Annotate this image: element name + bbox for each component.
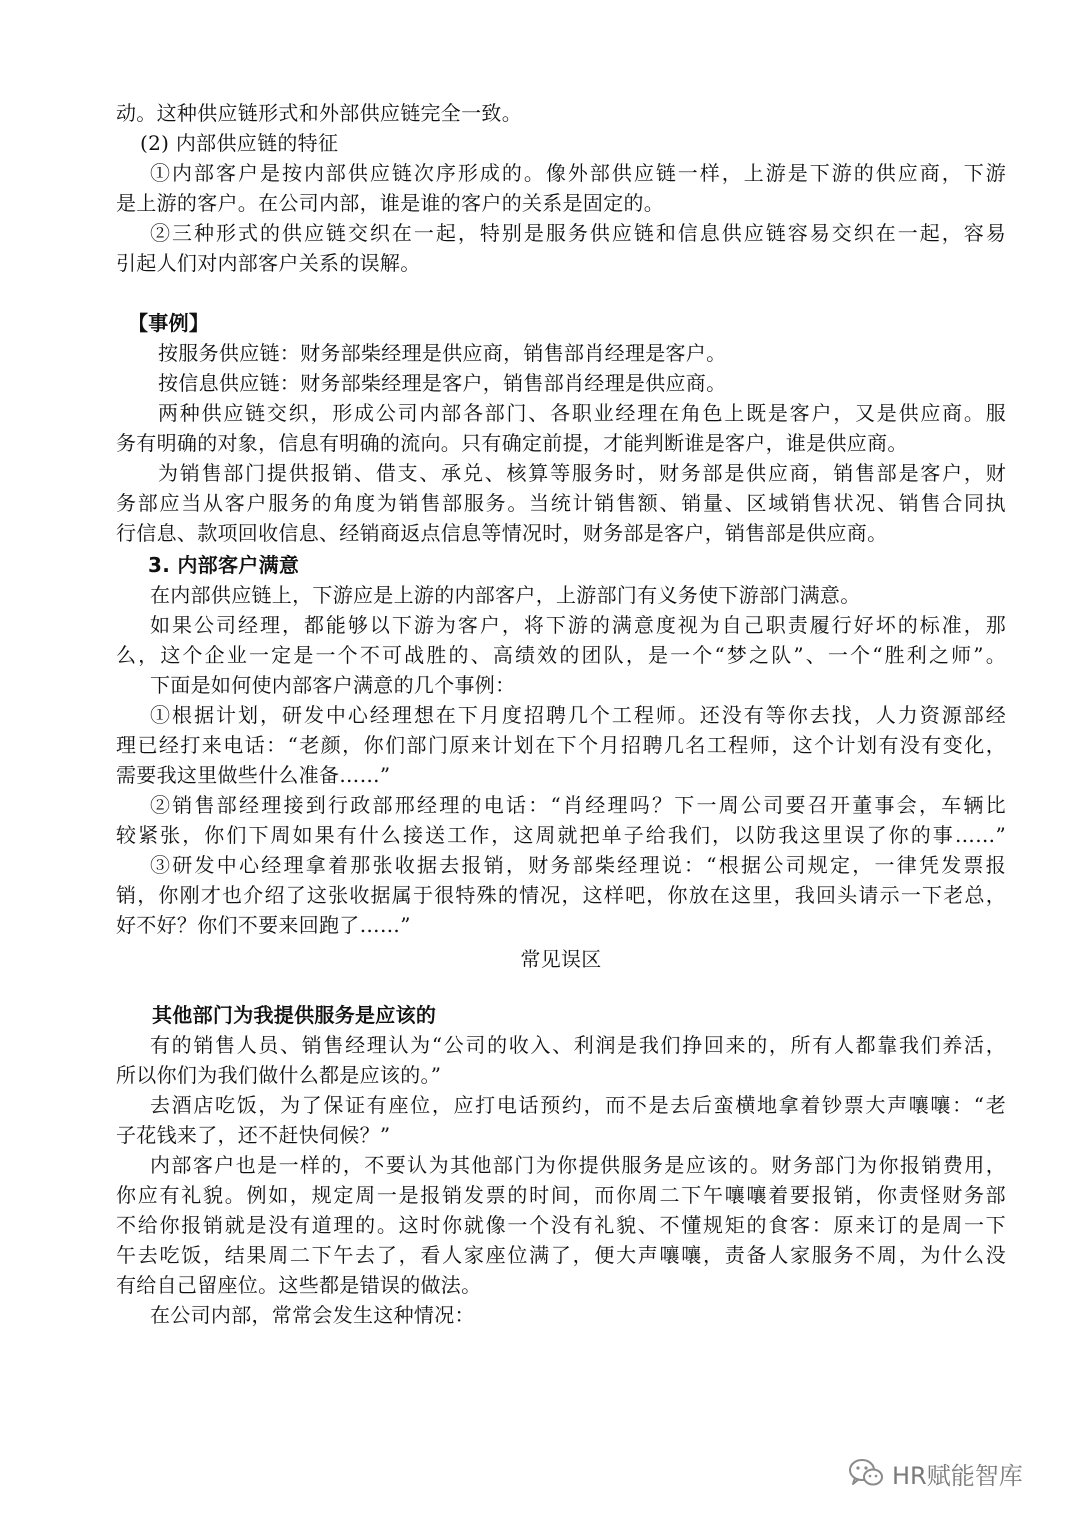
paragraph-line: 好不好？你们不要来回跑了……” — [116, 913, 411, 937]
paragraph-line: 销，你刚才也介绍了这张收据属于很特殊的情况，这样吧，你放在这里，我回头请示一下老总， — [116, 883, 1006, 907]
example-heading: 【事例】 — [128, 311, 210, 335]
paragraph-line: 有给自己留座位。这些都是错误的做法。 — [116, 1273, 482, 1297]
paragraph-line: 为销售部门提供报销、借支、承兑、核算等服务时，财务部是供应商，销售部是客户，财 — [158, 461, 1006, 485]
watermark — [848, 1453, 1023, 1493]
section-heading: 3. 内部客户满意 — [148, 553, 300, 577]
paragraph-line: 按服务供应链：财务部柴经理是供应商，销售部肖经理是客户。 — [158, 341, 727, 365]
paragraph-line: 需要我这里做些什么准备……” — [116, 763, 391, 787]
paragraph-line: 所以你们为我们做什么都是应该的。” — [116, 1063, 442, 1087]
watermark-text: HR赋能智库 — [892, 1461, 1023, 1490]
paragraph-line: 务部应当从客户服务的角度为销售部服务。当统计销售额、销量、区域销售状况、销售合同执 — [116, 491, 1006, 515]
paragraph-line: ③研发中心经理拿着那张收据去报销，财务部柴经理说：“根据公司规定，一律凭发票报 — [150, 853, 1006, 877]
paragraph-line: 按信息供应链：财务部柴经理是客户，销售部肖经理是供应商。 — [158, 371, 727, 395]
paragraph-line: ①根据计划，研发中心经理想在下月度招聘几个工程师。还没有等你去找，人力资源部经 — [150, 703, 1006, 727]
paragraph-line: 是上游的客户。在公司内部，谁是谁的客户的关系是固定的。 — [116, 191, 665, 215]
paragraph-line: 理已经打来电话：“老颜，你们部门原来计划在下个月招聘几名工程师，这个计划有没有变化， — [116, 733, 1006, 757]
paragraph-line: 子花钱来了，还不赶快伺候？” — [116, 1123, 391, 1147]
paragraph-line: 午去吃饭，结果周二下午去了，看人家座位满了，便大声嚷嚷，责备人家服务不周，为什么没 — [116, 1243, 1006, 1267]
paragraph-line: 有的销售人员、销售经理认为“公司的收入、利润是我们挣回来的，所有人都靠我们养活， — [150, 1033, 1006, 1057]
subsection-heading: (2) 内部供应链的特征 — [140, 131, 339, 155]
paragraph-line: 行信息、款项回收信息、经销商返点信息等情况时，财务部是客户，销售部是供应商。 — [116, 521, 888, 545]
paragraph-line: 引起人们对内部客户关系的误解。 — [116, 251, 421, 275]
paragraph-line: 内部客户也是一样的，不要认为其他部门为你提供服务是应该的。财务部门为你报销费用， — [150, 1153, 1006, 1177]
paragraph-line: 较紧张，你们下周如果有什么接送工作，这周就把单子给我们，以防我这里误了你的事……” — [116, 823, 1006, 847]
paragraph-line: 两种供应链交织，形成公司内部各部门、各职业经理在角色上既是客户，又是供应商。服 — [158, 401, 1006, 425]
paragraph-line: 下面是如何使内部客户满意的几个事例： — [150, 673, 516, 697]
paragraph-line: ②销售部经理接到行政部邢经理的电话：“肖经理吗？下一周公司要召开董事会，车辆比 — [150, 793, 1006, 817]
section-title: 常见误区 — [520, 947, 602, 971]
paragraph-line: ①内部客户是按内部供应链次序形成的。像外部供应链一样，上游是下游的供应商，下游 — [150, 161, 1006, 185]
paragraph-line: 去酒店吃饭，为了保证有座位，应打电话预约，而不是去后蛮横地拿着钞票大声嚷嚷：“老 — [150, 1093, 1006, 1117]
paragraph-line: 在内部供应链上，下游应是上游的内部客户，上游部门有义务使下游部门满意。 — [150, 583, 861, 607]
misconception-heading: 其他部门为我提供服务是应该的 — [152, 1003, 437, 1027]
paragraph-line: 么，这个企业一定是一个不可战胜的、高绩效的团队，是一个“梦之队”、一个“胜利之师”。 — [116, 643, 1006, 667]
paragraph-line: 你应有礼貌。例如，规定周一是报销发票的时间，而你周二下午嚷嚷着要报销，你责怪财务部 — [116, 1183, 1006, 1207]
wechat-icon — [848, 1458, 884, 1488]
paragraph-line: 动。这种供应链形式和外部供应链完全一致。 — [116, 101, 522, 125]
paragraph-line: 如果公司经理，都能够以下游为客户，将下游的满意度视为自己职责履行好坏的标准，那 — [150, 613, 1006, 637]
paragraph-line: 在公司内部，常常会发生这种情况： — [150, 1303, 475, 1327]
paragraph-line: 不给你报销就是没有道理的。这时你就像一个没有礼貌、不懂规矩的食客：原来订的是周一下 — [116, 1213, 1006, 1237]
paragraph-line: ②三种形式的供应链交织在一起，特别是服务供应链和信息供应链容易交织在一起，容易 — [150, 221, 1006, 245]
paragraph-line: 务有明确的对象，信息有明确的流向。只有确定前提，才能判断谁是客户，谁是供应商。 — [116, 431, 908, 455]
